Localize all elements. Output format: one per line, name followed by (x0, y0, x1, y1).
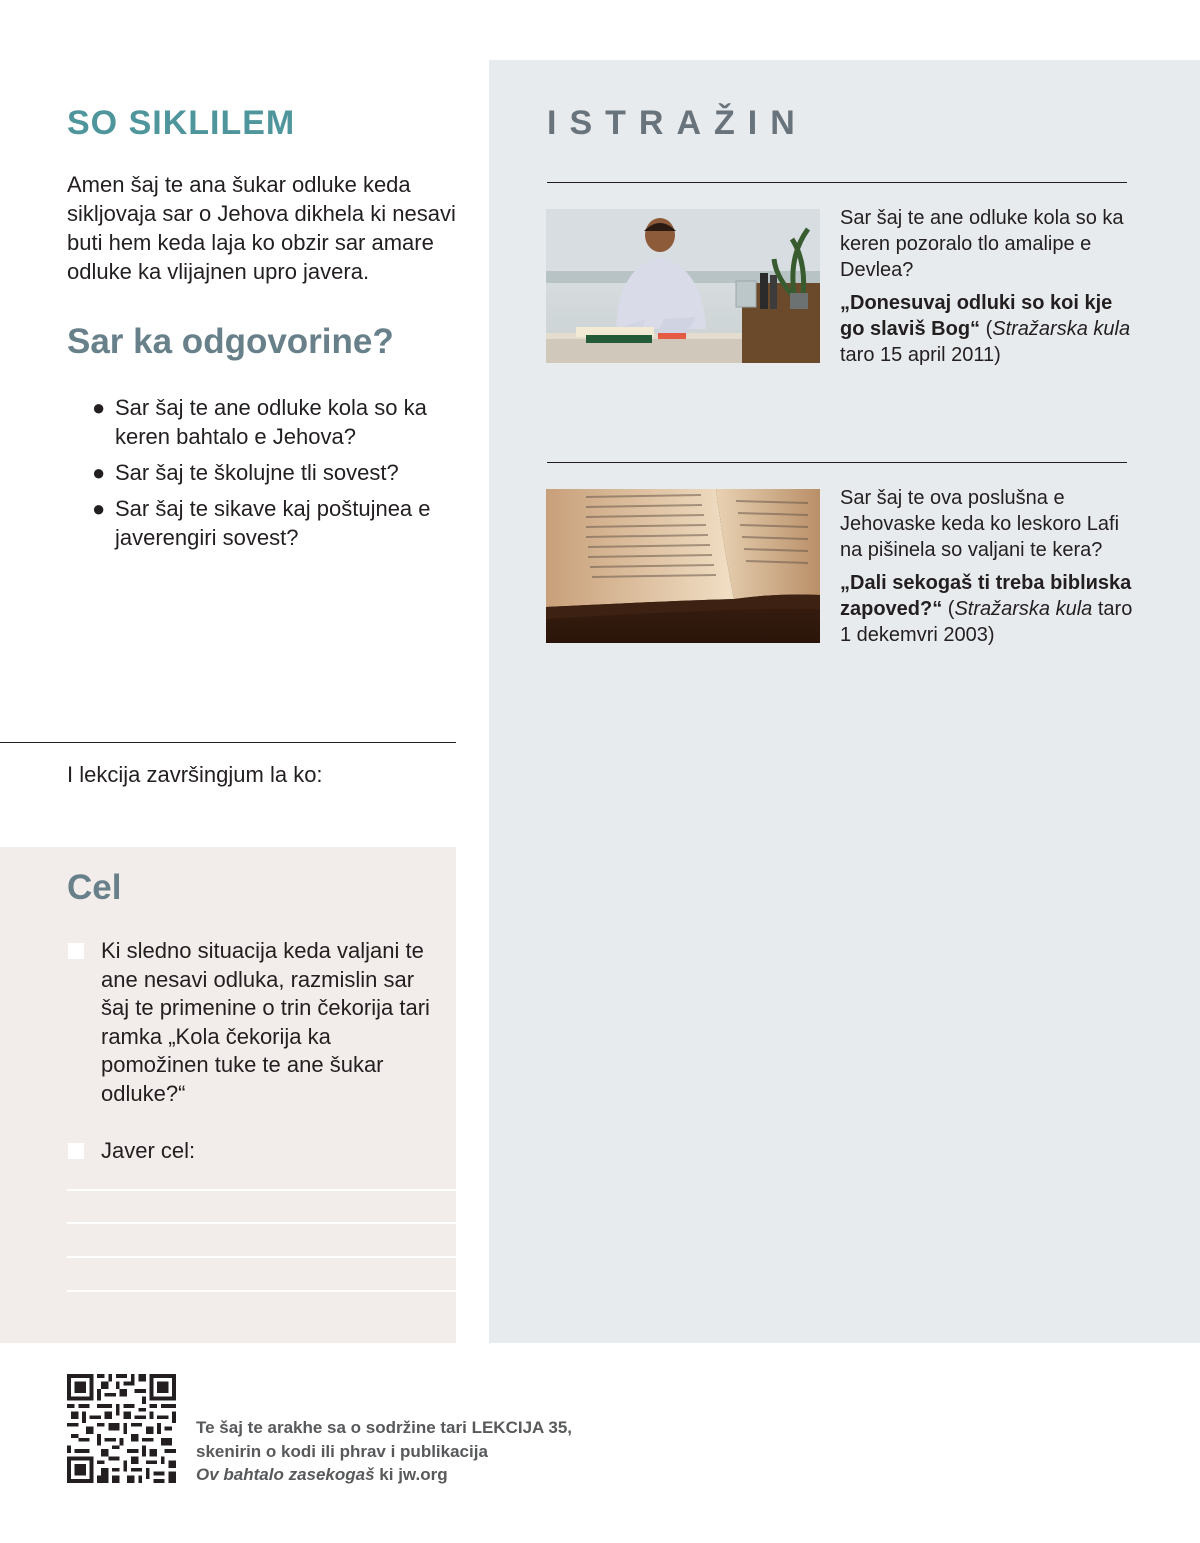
ref-paren: ( (980, 318, 993, 340)
review-question (92, 393, 442, 451)
research-article (840, 485, 1140, 648)
goal-checkbox[interactable] (68, 943, 84, 959)
publication-date: taro 1 dekemvri 2003) (840, 598, 1133, 646)
bullet-icon: ● (92, 460, 106, 485)
write-line[interactable] (67, 1290, 456, 1292)
write-line[interactable] (67, 1189, 456, 1191)
publication-date: taro 15 april 2011) (840, 344, 1001, 366)
publication-name: Stražarska kula (954, 598, 1093, 620)
research-article (840, 205, 1140, 368)
other-goal-checkbox[interactable] (68, 1143, 84, 1159)
footer-line: skenirin o kodi ili phrav i publikacija (196, 1441, 488, 1461)
goal-item-text: Ki sledno situacija keda valjani te ane nesavi odluka, razmislin sar šaj te primenine o trin čekorija tari ramka „Kola čekorija ka pomožinen tuke te ane šukar odluke?“ (101, 938, 430, 1106)
divider (547, 462, 1127, 463)
review-question (92, 494, 442, 552)
website-link[interactable]: ki jw.org (374, 1465, 448, 1484)
write-line[interactable] (67, 1222, 456, 1224)
publication-title: Ov bahtalo zasekogaš (196, 1465, 375, 1484)
article-title-link[interactable]: „Dali sekogaš ti treba biblиska zapoved?“ (840, 572, 1132, 620)
publication-name: Stražarska kula (992, 318, 1131, 340)
divider (0, 742, 456, 743)
other-goal-label: Javer cel: (101, 1138, 196, 1163)
review-heading: Sar ka odgovorine? (67, 322, 394, 361)
bullet-icon: ● (92, 496, 106, 521)
summary-text: Amen šaj te ana šukar odluke keda sikljovaja sar o Jehova dikhela ki nesavi buti hem keda laja ko obzir sar amare odluke ka vlijajnen upro javera. (67, 172, 456, 284)
ref-paren: ( (942, 598, 955, 620)
article-title-link[interactable]: „Donesuvaj odluki so koi kje go slaviš Bog“ (840, 292, 1113, 340)
bullet-icon: ● (92, 395, 106, 420)
research-title: ISTRAŽIN (547, 104, 808, 142)
open-bible-photo (546, 489, 820, 643)
write-line[interactable] (67, 1256, 456, 1258)
review-question (92, 458, 442, 487)
footer-note (196, 1416, 572, 1487)
goal-heading: Cel (67, 868, 122, 907)
review-question-list (92, 393, 442, 559)
summary-heading: SO SIKLILEM (67, 104, 296, 142)
article-reference[interactable] (840, 570, 1140, 648)
man-studying-bible-photo (546, 209, 820, 363)
article-question: Sar šaj te ova poslušna e Jehovaske keda ko leskoro Lafi na pišinela so valjani te kera? (840, 487, 1120, 561)
divider (547, 182, 1127, 183)
article-question: Sar šaj te ane odluke kola so ka keren pozoralo tlo amalipe e Devlea? (840, 207, 1124, 281)
completed-date-label: I lekcija završingjum la ko: (67, 762, 323, 787)
question-text: Sar šaj te školujne tli sovest? (115, 460, 399, 485)
question-text: Sar šaj te ane odluke kola so ka keren bahtalo e Jehova? (115, 395, 427, 449)
question-text: Sar šaj te sikave kaj poštujnea e javerengiri sovest? (115, 496, 431, 550)
footer-line: Te šaj te arakhe sa o sodržine tari LEKCIJA 35, (196, 1418, 573, 1437)
article-reference[interactable] (840, 290, 1140, 368)
qr-code-icon[interactable] (67, 1374, 176, 1483)
footer-line (196, 1463, 572, 1487)
